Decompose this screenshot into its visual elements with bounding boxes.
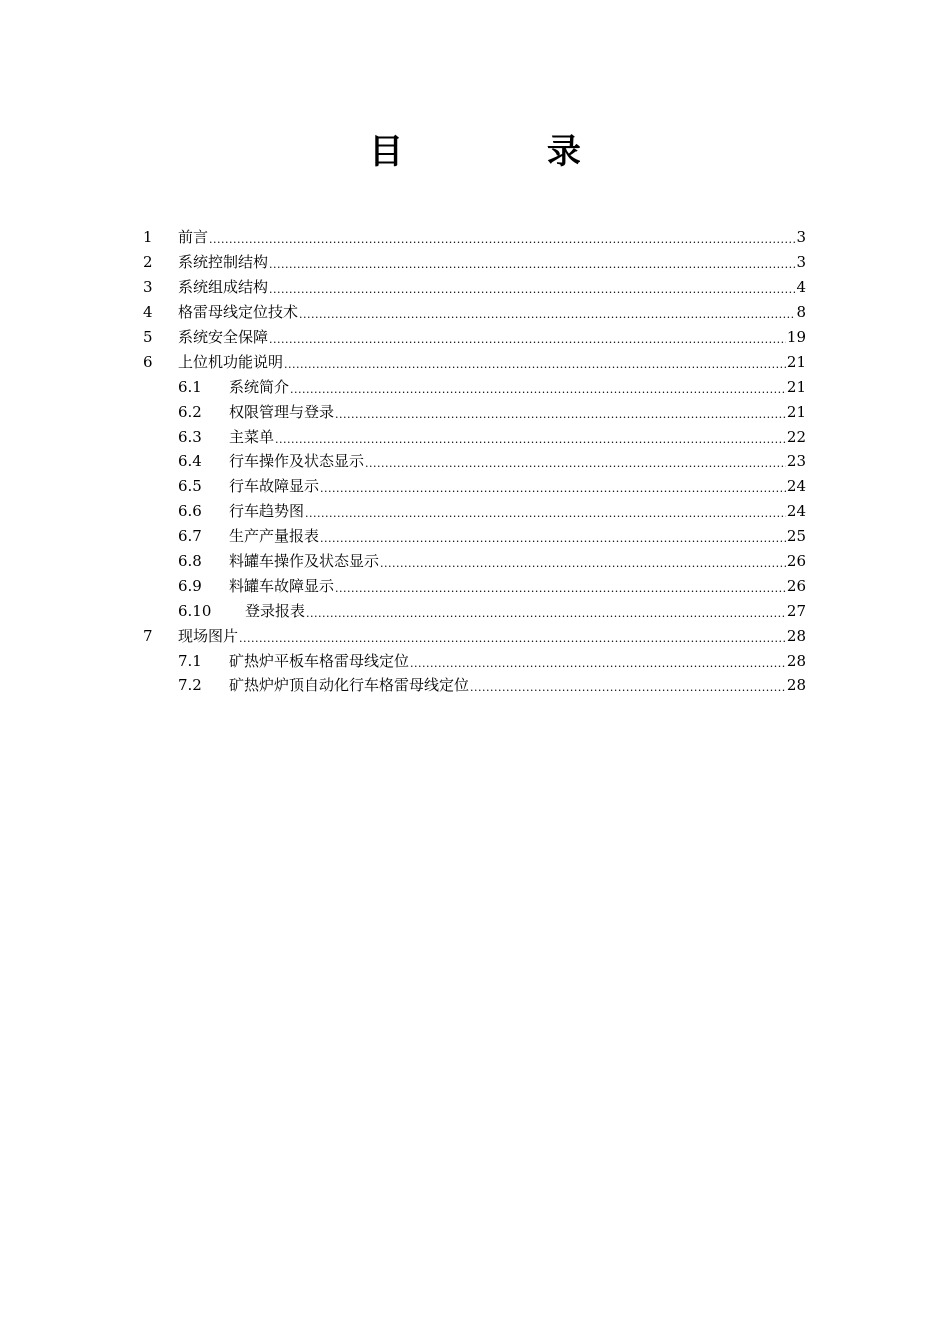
- toc-page-number: 21: [786, 352, 806, 371]
- toc-page-number: 25: [786, 527, 806, 546]
- toc-subentry[interactable]: [143, 499, 806, 524]
- toc-leader: [269, 330, 786, 350]
- toc-title: 权限管理与登录: [229, 402, 335, 421]
- toc-leader: [335, 405, 786, 425]
- toc-page-number: 28: [786, 651, 806, 670]
- toc-title: 上位机功能说明: [178, 352, 284, 371]
- toc-title: 主菜单: [229, 427, 275, 446]
- toc-number: 3: [143, 278, 153, 297]
- toc-entry[interactable]: [143, 225, 806, 250]
- toc-subentry[interactable]: [143, 424, 806, 449]
- toc-title: 登录报表: [245, 601, 306, 620]
- toc-subentry[interactable]: [143, 524, 806, 549]
- toc-number: 6.6: [178, 502, 202, 521]
- toc-subentry[interactable]: [143, 549, 806, 574]
- toc-subentry[interactable]: [143, 374, 806, 399]
- toc-subentry[interactable]: [143, 598, 806, 623]
- toc-number: 7.2: [178, 676, 202, 695]
- toc-entry[interactable]: [143, 325, 806, 350]
- toc-number: 4: [143, 303, 153, 322]
- toc-number: 7.1: [178, 651, 202, 670]
- toc-leader: [320, 529, 786, 549]
- toc-entry[interactable]: [143, 623, 806, 648]
- toc-title: 系统安全保障: [178, 328, 269, 346]
- toc-title: 行车趋势图: [229, 502, 305, 521]
- toc-page-number: 19: [786, 328, 806, 346]
- toc-page-number: 24: [786, 502, 806, 521]
- toc-title: 前言: [178, 228, 209, 247]
- toc-number: 6.7: [178, 527, 202, 546]
- toc-entry[interactable]: [143, 275, 806, 300]
- toc-title: 料罐车故障显示: [229, 576, 335, 595]
- toc-leader: [365, 454, 786, 474]
- toc-page-number: 8: [796, 303, 806, 322]
- toc-page-number: 27: [786, 601, 806, 620]
- toc-page-number: 26: [786, 576, 806, 595]
- toc-title: 行车故障显示: [229, 477, 320, 496]
- toc-subentry[interactable]: [143, 399, 806, 424]
- toc-title: 生产产量报表: [229, 527, 320, 546]
- toc-leader: [306, 604, 786, 624]
- toc-page-number: 3: [796, 253, 806, 272]
- toc-leader: [380, 554, 786, 574]
- toc-leader: [320, 479, 786, 499]
- toc-title: 格雷母线定位技术: [178, 303, 299, 322]
- toc-number: 6.5: [178, 477, 202, 496]
- toc-number: 6.9: [178, 576, 202, 595]
- toc-page-number: 3: [796, 228, 806, 247]
- toc-entry[interactable]: [143, 250, 806, 275]
- toc-number: 1: [143, 228, 153, 247]
- toc-number: 6.8: [178, 552, 202, 571]
- toc-page-number: 21: [786, 402, 806, 421]
- toc-title: 矿热炉平板车格雷母线定位: [229, 651, 410, 670]
- toc-title: 料罐车操作及状态显示: [229, 552, 380, 571]
- toc-title: 系统控制结构: [178, 253, 269, 272]
- toc-title: 系统简介: [229, 377, 290, 396]
- toc-title: 现场图片: [178, 626, 239, 645]
- toc-number: 6: [143, 352, 153, 371]
- toc-number: 6.10: [178, 601, 212, 620]
- toc-page-number: 23: [786, 452, 806, 471]
- table-of-contents: [143, 225, 806, 698]
- toc-page-number: 22: [786, 427, 806, 446]
- toc-leader: [410, 654, 786, 674]
- toc-page-number: 21: [786, 377, 806, 396]
- toc-page-number: 4: [796, 278, 806, 297]
- toc-number: 7: [143, 626, 153, 645]
- toc-page-number: 26: [786, 552, 806, 571]
- toc-number: 5: [143, 328, 153, 346]
- toc-number: 6.1: [178, 377, 202, 396]
- toc-entry[interactable]: [143, 300, 806, 325]
- toc-leader: [269, 280, 795, 300]
- toc-title: 矿热炉炉顶自动化行车格雷母线定位: [229, 676, 470, 695]
- toc-title: 系统组成结构: [178, 278, 269, 297]
- toc-leader: [275, 430, 786, 450]
- toc-subentry[interactable]: [143, 673, 806, 698]
- toc-page-number: 28: [786, 626, 806, 645]
- toc-subentry[interactable]: [143, 449, 806, 474]
- toc-number: 6.2: [178, 402, 202, 421]
- toc-number: 6.4: [178, 452, 202, 471]
- toc-page-number: 24: [786, 477, 806, 496]
- toc-leader: [299, 305, 795, 325]
- toc-leader: [290, 380, 786, 400]
- toc-leader: [239, 629, 786, 649]
- toc-number: 2: [143, 253, 153, 272]
- toc-leader: [470, 678, 786, 698]
- toc-leader: [335, 579, 786, 599]
- toc-entry[interactable]: [143, 349, 806, 374]
- toc-leader: [209, 230, 795, 250]
- toc-title: 行车操作及状态显示: [229, 452, 365, 471]
- toc-subentry[interactable]: [143, 648, 806, 673]
- toc-leader: [284, 355, 786, 375]
- toc-page-number: 28: [786, 676, 806, 695]
- toc-subentry[interactable]: [143, 474, 806, 499]
- page-title: 目 录: [369, 132, 647, 172]
- toc-leader: [269, 255, 795, 275]
- toc-subentry[interactable]: [143, 573, 806, 598]
- toc-leader: [305, 504, 786, 524]
- toc-number: 6.3: [178, 427, 202, 446]
